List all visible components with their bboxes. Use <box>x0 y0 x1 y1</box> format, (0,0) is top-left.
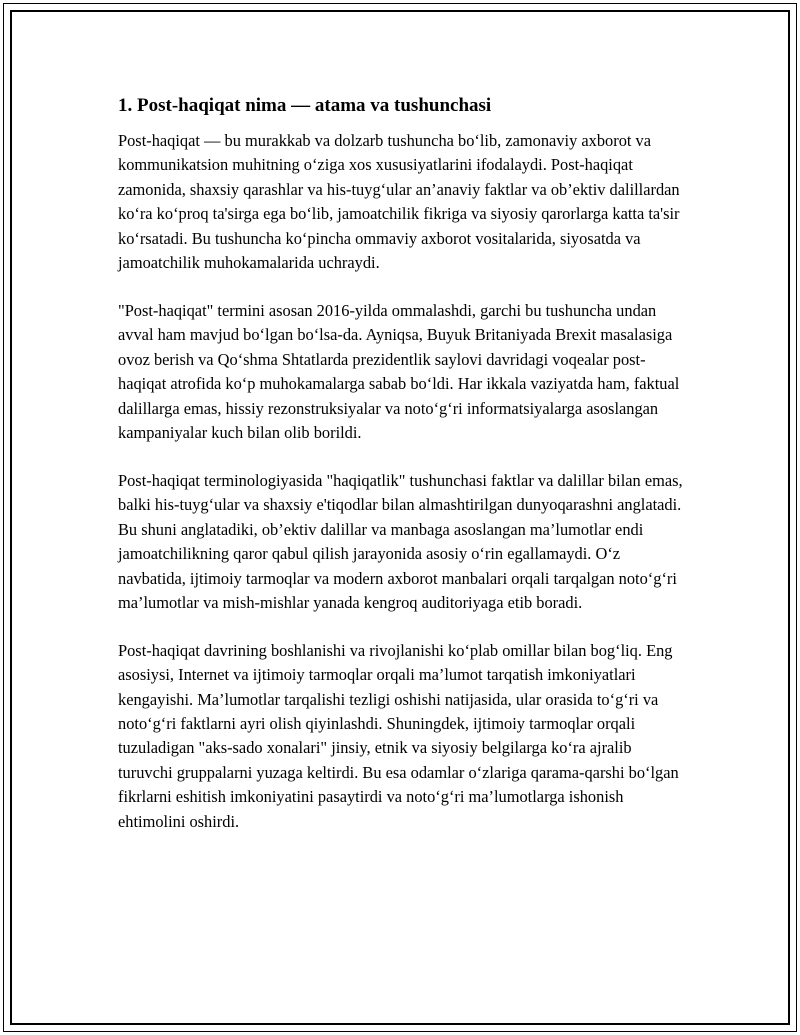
paragraph-3: Post-haqiqat terminologiyasida "haqiqatlik" tushunchasi faktlar va dalillar bilan emas, balki his-tuyg‘ular va shaxsiy e'tiqodlar bilan almashtirilgan dunyoqarashni anglatadi. Bu shuni anglatadiki, ob’ektiv dalillar va manbaga asoslangan ma’lumotlar endi jamoatchilikning qaror qabul qilish jarayonida asosiy o‘rin egallamaydi. O‘z navbatida, ijtimoiy tarmoqlar va modern axborot manbalari orqali tarqalgan noto‘g‘ri ma’lumotlar va mish-mishlar yanada kengroq auditoriyaga etib boradi. <box>118 470 683 612</box>
paragraph-4: Post-haqiqat davrining boshlanishi va rivojlanishi ko‘plab omillar bilan bog‘liq. Eng asosiysi, Internet va ijtimoiy tarmoqlar orqali ma’lumot tarqatish imkoniyatlari kengayishi. Ma’lumotlar tarqalishi tezligi oshishi natijasida, ular orasida to‘g‘ri va noto‘g‘ri faktlarni ayri olish qiyinlashdi. Shuningdek, ijtimoiy tarmoqlar orqali tuzuladigan "aks-sado xonalari" jinsiy, etnik va siyosiy belgilarga ko‘ra ajralib turuvchi gruppalarni yuzaga keltirdi. Bu esa odamlar o‘zlariga qarama-qarshi bo‘lgan fikrlarni eshitish imkoniyatini pasaytirdi va noto‘g‘ri ma’lumotlarga ishonish ehtimolini oshirdi. <box>118 640 679 831</box>
document-body <box>118 94 690 858</box>
paragraph-2: "Post-haqiqat" termini asosan 2016-yilda ommalashdi, garchi bu tushuncha undan avval ham mavjud bo‘lgan bo‘lsa-da. Ayniqsa, Buyuk Britaniyada Brexit masalasiga ovoz berish va Qo‘shma Shtatlarda prezidentlik saylovi davridagi voqealar post-haqiqat atrofida ko‘p muhokamalarga sabab bo‘ldi. Har ikkala vaziyatda ham, faktual dalillarga emas, hissiy rezonstruksiyalar va noto‘g‘ri informatsiyalarga asoslangan kampaniyalar kuch bilan olib borildi. <box>118 300 680 442</box>
paragraph-1: Post-haqiqat — bu murakkab va dolzarb tushuncha bo‘lib, zamonaviy axborot va kommunikatsion muhitning o‘ziga xos xususiyatlarini ifodalaydi. Post-haqiqat zamonida, shaxsiy qarashlar va his-tuyg‘ular an’anaviy faktlar va ob’ektiv dalillardan ko‘ra ko‘proq ta'sirga ega bo‘lib, jamoatchilik fikriga va siyosiy qarorlarga katta ta'sir ko‘rsatadi. Bu tushuncha ko‘pincha ommaviy axborot vositalarida, siyosatda va jamoatchilik muhokamalarida uchraydi. <box>118 131 680 273</box>
section-heading: 1. Post-haqiqat nima — atama va tushunchasi <box>118 95 492 116</box>
